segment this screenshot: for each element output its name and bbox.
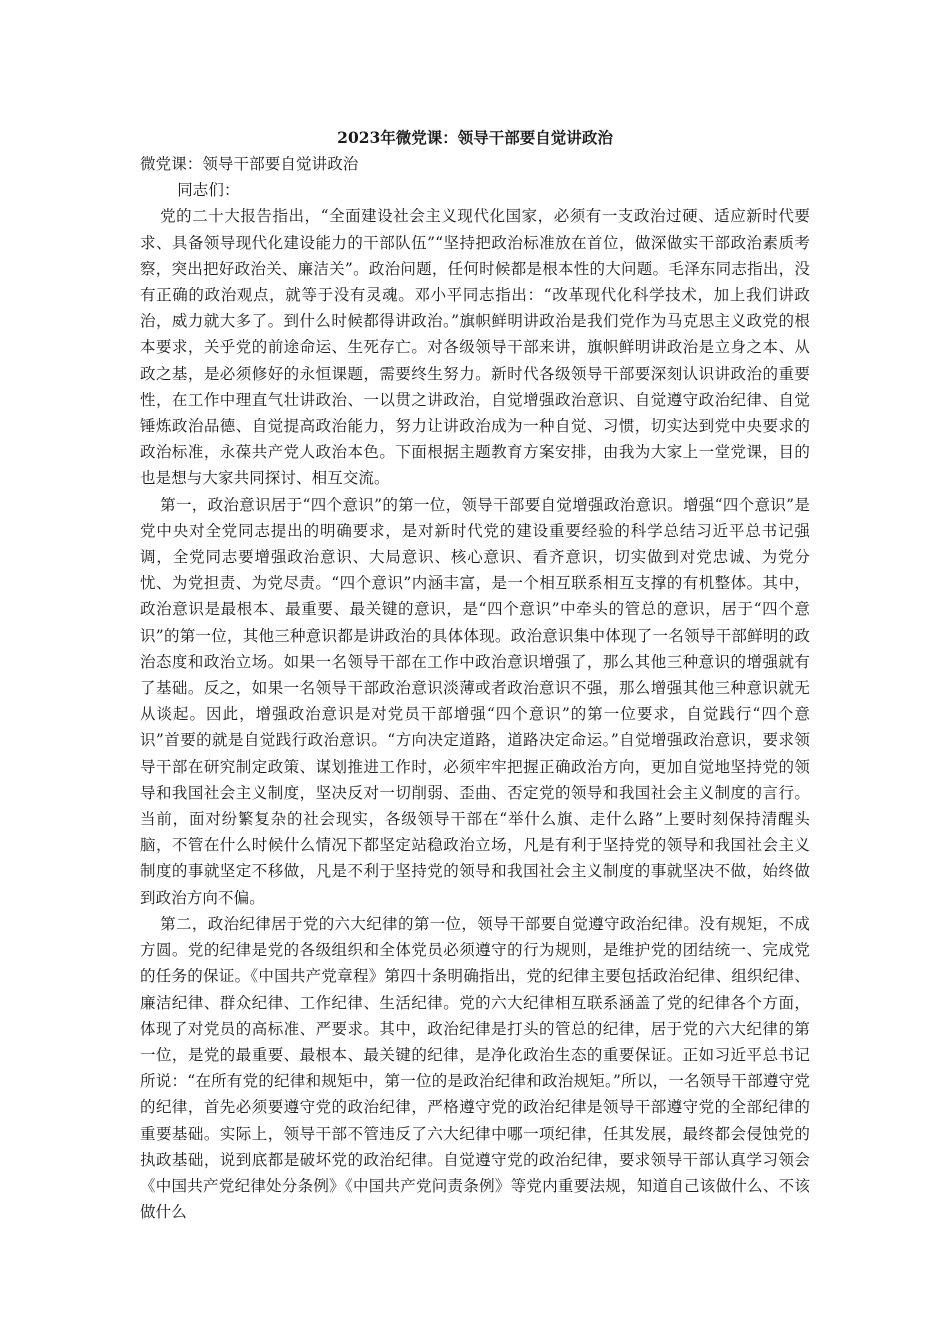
paragraph-intro: 党的二十大报告指出，“全面建设社会主义现代化国家，必须有一支政治过硬、适应新时代要求、具备领导现代化建设能力的干部队伍”“坚持把政治标准放在首位，做深做实干部政治素质考察，突出把好政治关、廉洁关”。政治问题，任何时候都是根本性的大问题。毛泽东同志指出，没有正确的政治观点，就等于没有灵魂。邓小平同志指出：“改革现代化科学技术，加上我们讲政治，威力就大多了。到什么时候都得讲政治。”旗帜鲜明讲政治是我们党作为马克思主义政党的根本要求，关乎党的前途命运、生死存亡。对各级领导干部来讲，旗帜鲜明讲政治是立身之本、从政之基，是必须修好的永恒课题，需要终生努力。新时代各级领导干部要深刻认识讲政治的重要性，在工作中理直气壮讲政治、一以贯之讲政治，自觉增强政治意识、自觉遵守政治纪律、自觉锤炼政治品德、自觉提高政治能力，努力让讲政治成为一种自觉、习惯，切实达到党中央要求的政治标准，永葆共产党人政治本色。下面根据主题教育方案安排，由我为大家上一堂党课，目的也是想与大家共同探讨、相互交流。 bbox=[140, 207, 810, 488]
document-subtitle: 微党课：领导干部要自觉讲政治 bbox=[140, 155, 359, 173]
salutation: 同志们： bbox=[177, 181, 240, 200]
document-body bbox=[140, 151, 810, 1225]
paragraph-second-point: 第二，政治纪律居于党的六大纪律的第一位，领导干部要自觉遵守政治纪律。没有规矩，不成方圆。党的纪律是党的各级组织和全体党员必须遵守的行为规则，是维护党的团结统一、完成党的任务的保证。《中国共产党章程》第四十条明确指出，党的纪律主要包括政治纪律、组织纪律、廉洁纪律、群众纪律、工作纪律、生活纪律。党的六大纪律相互联系涵盖了党的纪律各个方面，体现了对党员的高标准、严要求。其中，政治纪律是打头的管总的纪律，居于党的六大纪律的第一位，是党的最重要、最根本、最关键的纪律，是净化政治生态的重要保证。正如习近平总书记所说：“在所有党的纪律和规矩中，第一位的是政治纪律和政治规矩。”所以，一名领导干部遵守党的纪律，首先必须要遵守党的政治纪律，严格遵守党的政治纪律是领导干部遵守党的全部纪律的重要基础。实际上，领导干部不管违反了六大纪律中哪一项纪律，任其发展，最终都会侵蚀党的执政基础，说到底都是破坏党的政治纪律。自觉遵守党的政治纪律，要求领导干部认真学习领会《中国共产党纪律处分条例》《中国共产党问责条例》等党内重要法规，知道自己该做什么、不该做什么 bbox=[140, 914, 810, 1222]
document-title: 2023年微党课：领导干部要自觉讲政治 bbox=[337, 128, 613, 147]
paragraph-first-point: 第一，政治意识居于“四个意识”的第一位，领导干部要自觉增强政治意识。增强“四个意识”是党中央对全党同志提出的明确要求，是对新时代党的建设重要经验的科学总结习近平总书记强调，全党同志要增强政治意识、大局意识、核心意识、看齐意识，切实做到对党忠诚、为党分忧、为党担责、为党尽责。“四个意识”内涵丰富，是一个相互联系相互支撑的有机整体。其中，政治意识是最根本、最重要、最关键的意识，是“四个意识”中牵头的管总的意识，居于“四个意识”的第一位，其他三种意识都是讲政治的具体体现。政治意识集中体现了一名领导干部鲜明的政治态度和政治立场。如果一名领导干部在工作中政治意识增强了，那么其他三种意识的增强就有了基础。反之，如果一名领导干部政治意识淡薄或者政治意识不强，那么增强其他三种意识就无从谈起。因此，增强政治意识是对党员干部增强“四个意识”的第一位要求，自觉践行“四个意识”首要的就是自觉践行政治意识。“方向决定道路，道路决定命运。”自觉增强政治意识，要求领导干部在研究制定政策、谋划推进工作时，必须牢牢把握正确政治方向，更加自觉地坚持党的领导和我国社会主义制度，坚决反对一切削弱、歪曲、否定党的领导和我国社会主义制度的言行。当前，面对纷繁复杂的社会现实，各级领导干部在“举什么旗、走什么路”上要时刻保持清醒头脑，不管在什么时候什么情况下都坚定站稳政治立场，凡是有利于坚持党的领导和我国社会主义制度的事就坚定不移做，凡是不利于坚持党的领导和我国社会主义制度的事就坚决不做，始终做到政治方向不偏。 bbox=[140, 495, 810, 907]
